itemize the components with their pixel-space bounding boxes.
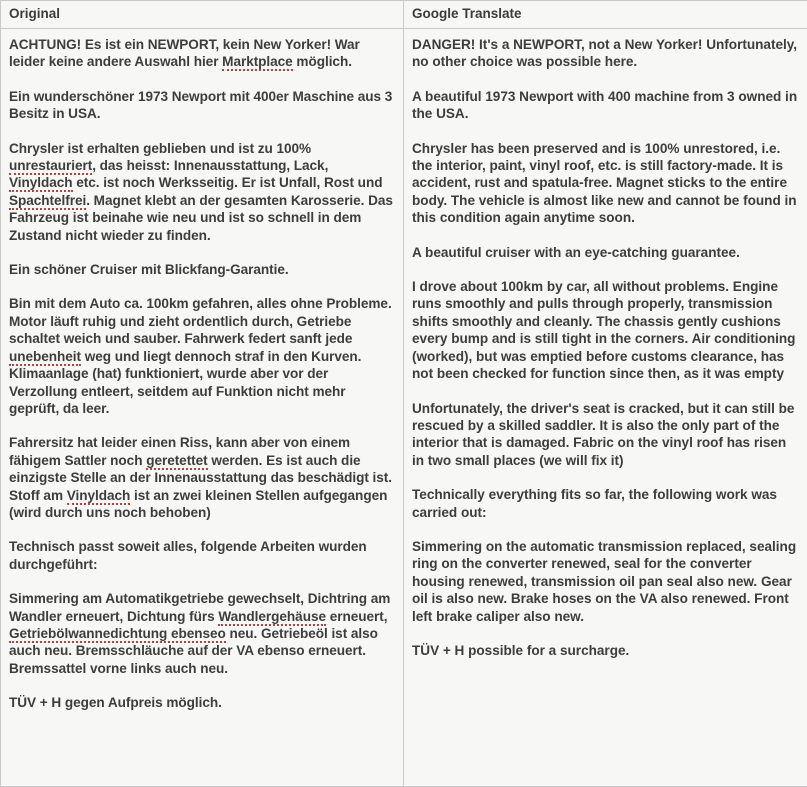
text-run: etc. ist noch Werksseitig. Er ist Unfall, Rost und bbox=[73, 175, 387, 190]
table-body bbox=[1, 29, 807, 787]
text-run: A beautiful 1973 Newport with 400 machine from 3 owned in the USA. bbox=[412, 89, 801, 121]
paragraph bbox=[9, 434, 394, 521]
paragraph bbox=[9, 140, 394, 244]
column-header-original: Original bbox=[1, 1, 404, 29]
paragraph bbox=[412, 36, 798, 71]
paragraph bbox=[412, 278, 798, 382]
paragraph bbox=[412, 538, 798, 625]
paragraph bbox=[412, 642, 798, 659]
paragraph bbox=[412, 244, 798, 261]
text-run: , das heisst: Innenausstattung, Lack, bbox=[92, 158, 332, 173]
text-run: Technisch passt soweit alles, folgende Arbeiten wurden durchgeführt: bbox=[9, 539, 370, 571]
text-run: Ein schöner Cruiser mit Blickfang-Garantie. bbox=[9, 262, 289, 277]
paragraph bbox=[412, 400, 798, 470]
text-run: . Magnet klebt an der gesamten Karosserie. Das Fahrzeug ist beinahe wie neu und ist so schnell in dem Zustand nicht wieder zu finden. bbox=[9, 193, 397, 243]
text-run: erneuert, bbox=[326, 609, 391, 624]
paragraph bbox=[9, 88, 394, 123]
paragraph bbox=[9, 538, 394, 573]
paragraph bbox=[412, 140, 798, 227]
text-run: weg und liegt dennoch straf in den Kurven. Klimaanlage (hat) funktioniert, wurde aber vor der Verzollung entleert, seitdem auf Funktion nicht mehr geprüft, da leer. bbox=[9, 349, 365, 416]
text-run: werden. Es ist auch die einzigste Stelle an der Innenausstattung das beschädigt ist. Stoff am bbox=[9, 453, 396, 503]
text-run: I drove about 100km by car, all without problems. Engine runs smoothly and pulls through properly, transmission shifts smoothly and cleanly. The chassis gently cushions every bump and is still tight in the corners. Air conditioning (worked), but was emptied before customs clearance, has not been checked for function since then, as it was empty bbox=[412, 279, 799, 381]
text-run: ist an zwei kleinen Stellen aufgegangen (wird durch uns noch behoben) bbox=[9, 488, 391, 520]
misspelled-word: unebenheit bbox=[9, 349, 81, 366]
misspelled-word: Spachtelfrei bbox=[9, 193, 86, 210]
text-run: ACHTUNG! Es ist ein NEWPORT, kein New Yorker! War leider keine andere Auswahl hier bbox=[9, 37, 364, 69]
cell-translated-text bbox=[404, 29, 807, 787]
misspelled-word: Vinyldach bbox=[67, 488, 131, 505]
text-run: neu. Getriebeöl ist also auch neu. Bremsschläuche auf der VA ebenso erneuert. Bremssattel vorne links auch neu. bbox=[9, 626, 382, 676]
text-run: A beautiful cruiser with an eye-catching guarantee. bbox=[412, 245, 740, 260]
text-run: Technically everything fits so far, the following work was carried out: bbox=[412, 487, 781, 519]
text-run: Chrysler ist erhalten geblieben und ist zu 100% bbox=[9, 141, 315, 156]
text-run: möglich. bbox=[293, 54, 352, 69]
text-run: Unfortunately, the driver's seat is cracked, but it can still be rescued by a skilled saddler. It is also the only part of the interior that is damaged. Fabric on the vinyl roof has risen in two small places (we will fix it) bbox=[412, 401, 798, 468]
paragraph bbox=[9, 295, 394, 417]
table-header bbox=[1, 1, 807, 29]
misspelled-word: unrestauriert bbox=[9, 158, 92, 175]
cell-original-text bbox=[1, 29, 404, 787]
text-run: Fahrersitz hat leider einen Riss, kann aber von einem fähigem Sattler noch bbox=[9, 435, 354, 467]
misspelled-word: Marktplace bbox=[222, 54, 293, 71]
paragraph bbox=[412, 486, 798, 521]
misspelled-word: Vinyldach bbox=[9, 175, 73, 192]
paragraph bbox=[9, 694, 394, 711]
paragraph bbox=[9, 261, 394, 278]
column-header-google-translate: Google Translate bbox=[404, 1, 807, 29]
text-run: DANGER! It's a NEWPORT, not a New Yorker! Unfortunately, no other choice was possible here. bbox=[412, 37, 801, 69]
misspelled-word: Wandlergehäuse bbox=[218, 609, 326, 626]
table-header-row bbox=[1, 1, 807, 29]
misspelled-word: Getriebölwannedichtung ebenseo bbox=[9, 626, 226, 643]
text-run: Simmering am Automatikgetriebe gewechselt, Dichtring am Wandler erneuert, Dichtung fürs bbox=[9, 591, 394, 623]
paragraph bbox=[9, 590, 394, 677]
text-run: Bin mit dem Auto ca. 100km gefahren, alles ohne Probleme. Motor läuft ruhig und zieht ordentlich durch, Getriebe schaltet weich und sauber. Fahrwerk federt sanft jede bbox=[9, 296, 395, 346]
paragraph bbox=[412, 88, 798, 123]
table-row bbox=[1, 29, 807, 787]
text-run: TÜV + H gegen Aufpreis möglich. bbox=[9, 695, 222, 710]
paragraph bbox=[9, 36, 394, 71]
text-run: Simmering on the automatic transmission replaced, sealing ring on the converter renewed, seal for the converter housing renewed, transmission oil pan seal also new. Gear oil is also new. Brake hoses on the VA also renewed. Front left brake caliper also new. bbox=[412, 539, 800, 624]
text-run: Chrysler has been preserved and is 100% unrestored, i.e. the interior, paint, vinyl roof, etc. is still factory-made. It is accident, rust and spatula-free. Magnet sticks to the entire body. The vehicle is almost like new and cannot be found in this condition again anytime soon. bbox=[412, 141, 800, 226]
text-run: TÜV + H possible for a surcharge. bbox=[412, 643, 629, 658]
text-run: Ein wunderschöner 1973 Newport mit 400er Maschine aus 3 Besitz in USA. bbox=[9, 89, 396, 121]
misspelled-word: geretettet bbox=[146, 453, 207, 470]
